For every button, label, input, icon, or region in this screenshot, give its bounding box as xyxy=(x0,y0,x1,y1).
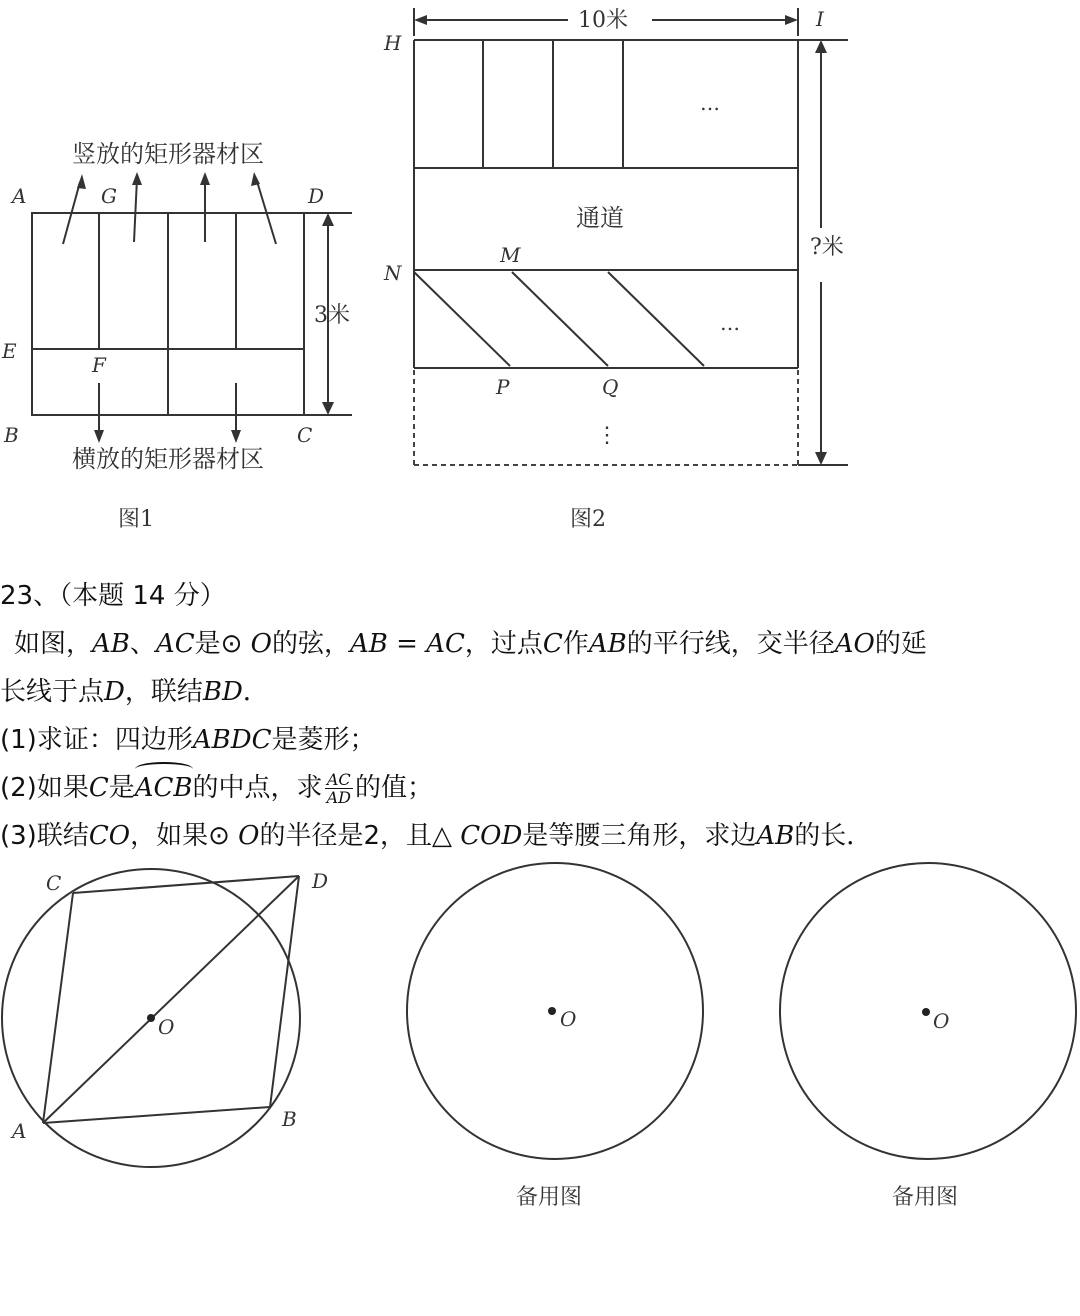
fig1-bottom-label: 横放的矩形器材区 xyxy=(72,445,264,473)
figure-2 xyxy=(384,0,850,545)
text: 的长． xyxy=(794,821,873,851)
text: ，联结 xyxy=(124,677,203,707)
math: AC xyxy=(155,629,195,659)
text: 的半径是 xyxy=(259,821,364,851)
math: ABDC xyxy=(192,725,272,755)
problem-number-text: 23、（本题 14 分） xyxy=(0,581,226,611)
text: 2 xyxy=(363,821,381,851)
point-A: A xyxy=(12,184,27,208)
point-B: B xyxy=(282,1107,297,1131)
question-3 xyxy=(0,812,1080,860)
text: 的平行线，交半径 xyxy=(626,629,835,659)
text: 是⊙ xyxy=(194,629,251,659)
point-E: E xyxy=(2,339,17,363)
problem-line-2 xyxy=(0,668,1080,716)
problem-line-1 xyxy=(0,620,1080,668)
point-H: H xyxy=(384,31,402,55)
text: 的中点，求 xyxy=(192,773,323,803)
text: ． xyxy=(242,677,269,707)
point-D: D xyxy=(312,869,329,893)
text: 长线于点 xyxy=(0,677,105,707)
text: 的弦， xyxy=(271,629,350,659)
math: C xyxy=(542,629,563,659)
math: AB xyxy=(756,821,795,851)
point-C: C xyxy=(46,871,62,895)
fig2-height-label: ?米 xyxy=(810,235,844,260)
fraction-ac-ad xyxy=(325,771,353,806)
question-1 xyxy=(0,716,1080,764)
point-O: O xyxy=(158,1015,175,1039)
point-P: P xyxy=(496,375,510,399)
point-Q: Q xyxy=(602,375,619,399)
point-C: C xyxy=(297,423,313,447)
math: O xyxy=(238,821,260,851)
fig1-height-label: 3米 xyxy=(314,303,350,328)
math: AB xyxy=(92,629,130,659)
math: AO xyxy=(834,629,875,659)
point-G: G xyxy=(101,184,117,208)
point-F: F xyxy=(92,353,106,377)
math: C xyxy=(88,773,109,803)
fig1-caption: 图1 xyxy=(118,507,154,532)
point-B: B xyxy=(4,423,19,447)
math: AB xyxy=(588,629,627,659)
fig2-caption: 图2 xyxy=(570,507,606,532)
spare-2-center: O xyxy=(933,1009,950,1033)
spare-1-center: O xyxy=(560,1007,577,1031)
text: 是 xyxy=(108,773,135,803)
point-N: N xyxy=(384,261,402,285)
point-D: D xyxy=(308,184,325,208)
figure-1 xyxy=(0,0,400,545)
point-M: M xyxy=(500,243,521,267)
question-2 xyxy=(0,764,1080,812)
point-A: A xyxy=(12,1119,27,1143)
text: 的延 xyxy=(874,629,927,659)
math: COD xyxy=(460,821,523,851)
fraction-denominator: AD xyxy=(326,788,351,807)
problem-number xyxy=(0,572,1080,620)
text: ，且△ xyxy=(380,821,461,851)
text: ，如果⊙ xyxy=(130,821,239,851)
point-I: I xyxy=(816,7,824,31)
text: 、 xyxy=(129,629,156,659)
math: D xyxy=(104,677,125,707)
text: ，过点 xyxy=(464,629,543,659)
text: 如图， xyxy=(14,629,93,659)
spare-2-caption: 备用图 xyxy=(892,1185,959,1210)
math: CO xyxy=(88,821,131,851)
text: 作 xyxy=(562,629,589,659)
fig1-top-label: 竖放的矩形器材区 xyxy=(72,140,264,168)
fig2-ellipsis-mid: … xyxy=(720,311,740,335)
text: (1)求证：四边形 xyxy=(0,725,193,755)
fig2-vdots: ⋮ xyxy=(596,423,618,448)
math: BD xyxy=(202,677,243,707)
arc-acb: ACB xyxy=(135,764,193,812)
circle-figures xyxy=(0,860,1080,1230)
fig2-channel-label: 通道 xyxy=(576,204,624,232)
fig2-width-label: 10米 xyxy=(578,8,628,33)
math: AB = AC xyxy=(350,629,465,659)
problem-23 xyxy=(0,572,1080,860)
math: O xyxy=(250,629,272,659)
spare-1-caption: 备用图 xyxy=(516,1185,583,1210)
text: 是菱形； xyxy=(271,725,376,755)
text: 的值； xyxy=(354,773,433,803)
fig2-ellipsis-top: … xyxy=(700,91,720,115)
text: (2)如果 xyxy=(0,773,89,803)
text: 是等腰三角形，求边 xyxy=(522,821,757,851)
fraction-numerator: AC xyxy=(325,771,353,789)
text: (3)联结 xyxy=(0,821,89,851)
